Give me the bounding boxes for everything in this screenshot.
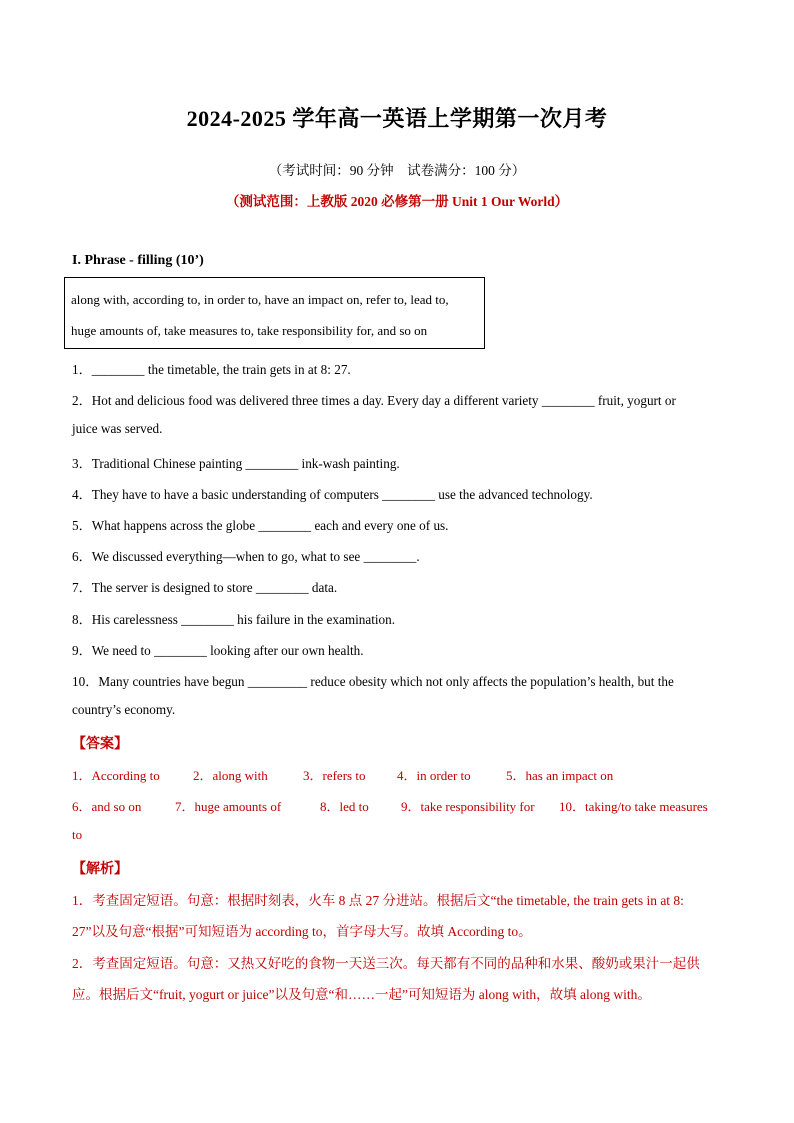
answer-item: 10．taking/to take measures <box>559 799 708 814</box>
answer-item: 7．huge amounts of <box>175 799 282 814</box>
analysis-paragraph-2-continued: 应。根据后文“fruit, yogurt or juice”以及句意“和……一起”可知短语为 along with，故填 along with。 <box>72 987 651 1002</box>
answer-item: 5．has an impact on <box>506 768 614 783</box>
question-7: 7．The server is designed to store ________ data. <box>72 580 338 595</box>
analysis-paragraph-1: 1．考查固定短语。句意：根据时刻表，火车 8 点 27 分进站。根据后文“the timetable, the train gets in at 8: <box>72 893 684 908</box>
exam-info: （考试时间：90 分钟 试卷满分：100 分） <box>268 163 526 178</box>
question-2: 2．Hot and delicious food was delivered three times a day. Every day a different variety ________ fruit, yogurt or <box>72 393 676 408</box>
answer-item: 2．along with <box>193 768 268 783</box>
section-heading: I. Phrase - filling (10’) <box>72 253 204 268</box>
question-2-continued: juice was served. <box>72 421 163 436</box>
word-box-line: along with, according to, in order to, have an impact on, refer to, lead to, <box>71 292 449 307</box>
question-3: 3．Traditional Chinese painting ________ ink-wash painting. <box>72 456 400 471</box>
answer-continuation: to <box>72 827 83 842</box>
question-5: 5．What happens across the globe ________ each and every one of us. <box>72 518 449 533</box>
exam-title: 2024-2025 学年高一英语上学期第一次月考 <box>186 106 608 131</box>
answer-item: 9．take responsibility for <box>401 799 535 814</box>
exam-scope: （测试范围：上教版 2020 必修第一册 Unit 1 Our World） <box>225 194 569 209</box>
answer-item: 6．and so on <box>72 799 142 814</box>
answer-item: 4．in order to <box>397 768 471 783</box>
analysis-paragraph-1-continued: 27”以及句意“根据”可知短语为 according to，首字母大写。故填 According to。 <box>72 924 532 939</box>
question-4: 4．They have to have a basic understanding of computers ________ use the advanced technology. <box>72 487 593 502</box>
answer-item: 8．led to <box>320 799 369 814</box>
question-10: 10．Many countries have begun _________ reduce obesity which not only affects the population’s health, but the <box>72 674 674 689</box>
question-8: 8．His carelessness ________ his failure in the examination. <box>72 612 396 627</box>
answer-item: 1．According to <box>72 768 160 783</box>
question-10-continued: country’s economy. <box>72 702 176 717</box>
analysis-label: 【解析】 <box>72 862 128 877</box>
analysis-paragraph-2: 2．考查固定短语。句意：又热又好吃的食物一天送三次。每天都有不同的品种和水果、酸奶或果汁一起供 <box>72 956 700 971</box>
question-1: 1．________ the timetable, the train gets in at 8: 27. <box>72 362 351 377</box>
word-box-line: huge amounts of, take measures to, take responsibility for, and so on <box>71 323 428 338</box>
question-6: 6．We discussed everything—when to go, what to see ________. <box>72 549 420 564</box>
phrase-word-box <box>64 277 485 349</box>
answer-item: 3．refers to <box>303 768 366 783</box>
answer-label: 【答案】 <box>72 737 128 752</box>
question-9: 9．We need to ________ looking after our own health. <box>72 643 364 658</box>
